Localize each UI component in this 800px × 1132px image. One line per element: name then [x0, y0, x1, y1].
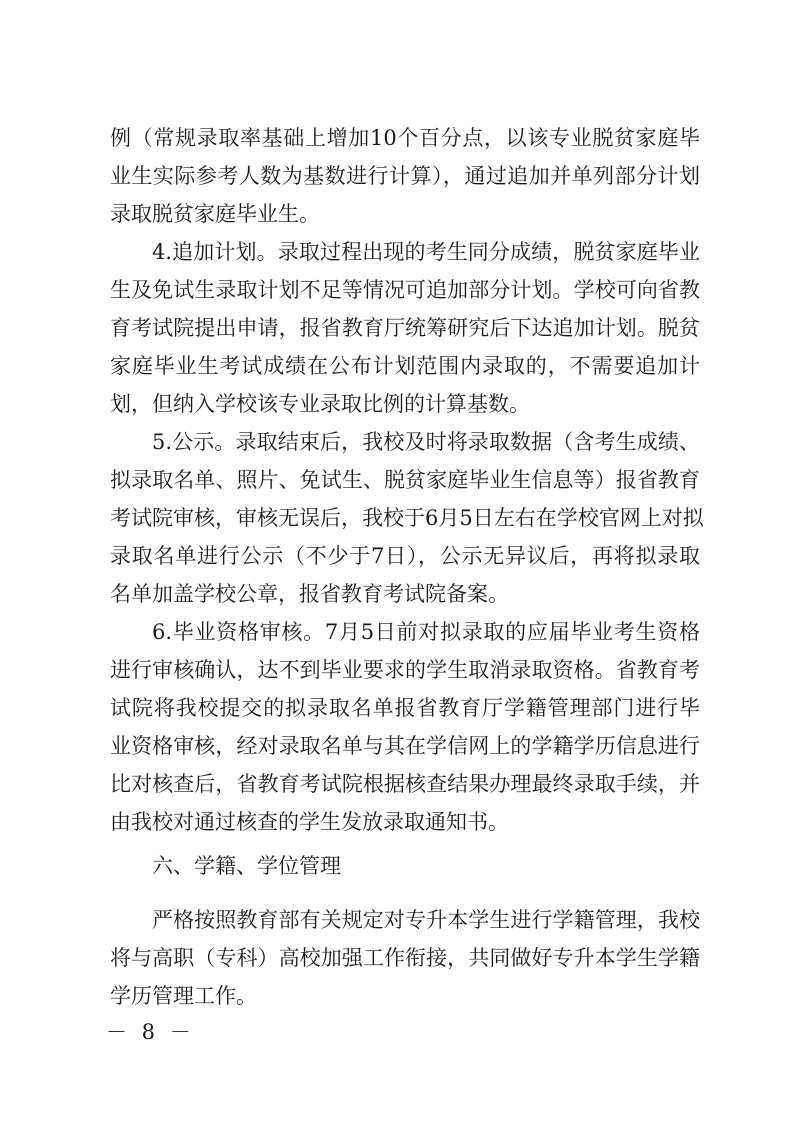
paragraph-line: 划，但纳入学校该专业录取比例的计算基数。	[110, 392, 530, 416]
paragraph-line: 进行审核确认，达不到毕业要求的学生取消录取资格。省教育考	[110, 658, 700, 682]
paragraph-line: 业资格审核，经对录取名单与其在学信网上的学籍学历信息进行	[110, 734, 700, 758]
paragraph-line: 将与高职（专科）高校加强工作衔接，共同做好专升本学生学籍	[110, 946, 700, 970]
section-heading: 六、学籍、学位管理	[152, 854, 341, 878]
paragraph-line: 由我校对通过核查的学生发放录取通知书。	[110, 810, 509, 834]
paragraph-line: 考试院审核，审核无误后，我校于6月5日左右在学校官网上对拟	[110, 506, 704, 530]
paragraph-line: 家庭毕业生考试成绩在公布计划范围内录取的，不需要追加计	[110, 354, 700, 378]
paragraph-line: 育考试院提出申请，报省教育厅统筹研究后下达追加计划。脱贫	[110, 316, 700, 340]
item-4-first-line: 4.追加计划。录取过程出现的考生同分成绩，脱贫家庭毕业	[152, 240, 700, 264]
paragraph-line: 学历管理工作。	[110, 984, 257, 1008]
section-first-line: 严格按照教育部有关规定对专升本学生进行学籍管理，我校	[152, 908, 700, 932]
paragraph-line: 生及免试生录取计划不足等情况可追加部分计划。学校可向省教	[110, 278, 700, 302]
page-number: － 8 －	[106, 1020, 195, 1044]
paragraph-line: 比对核查后，省教育考试院根据核查结果办理最终录取手续，并	[110, 772, 700, 796]
paragraph-line: 拟录取名单、照片、免试生、脱贫家庭毕业生信息等）报省教育	[110, 468, 700, 492]
item-6-first-line: 6.毕业资格审核。7月5日前对拟录取的应届毕业考生资格	[152, 620, 700, 644]
paragraph-line: 试院将我校提交的拟录取名单报省教育厅学籍管理部门进行毕	[110, 696, 700, 720]
paragraph-line: 录取名单进行公示（不少于7日），公示无异议后，再将拟录取	[110, 544, 700, 568]
paragraph-line: 业生实际参考人数为基数进行计算），通过追加并单列部分计划	[110, 164, 700, 188]
paragraph-line: 录取脱贫家庭毕业生。	[110, 202, 320, 226]
paragraph-line: 名单加盖学校公章，报省教育考试院备案。	[110, 582, 509, 606]
paragraph-line: 例（常规录取率基础上增加10个百分点，以该专业脱贫家庭毕	[110, 126, 700, 150]
item-5-first-line: 5.公示。录取结束后，我校及时将录取数据（含考生成绩、	[152, 430, 700, 454]
